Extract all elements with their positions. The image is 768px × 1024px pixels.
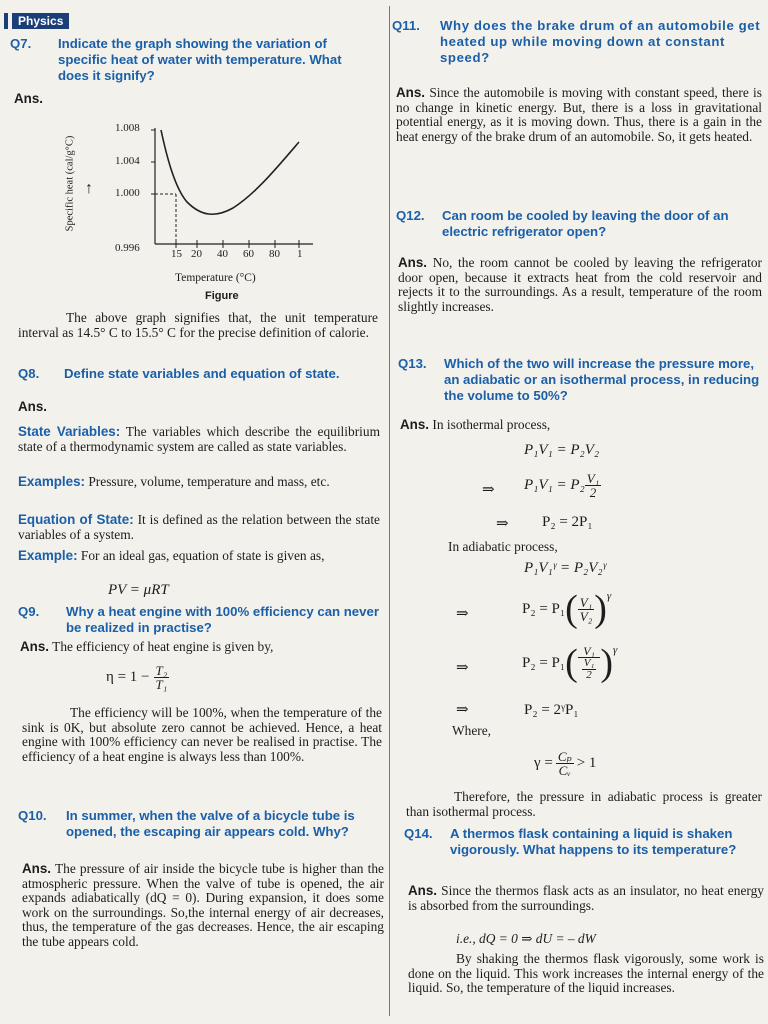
q14-ans-label: Ans. <box>408 883 438 898</box>
q7-number: Q7. <box>10 36 32 51</box>
y-axis-label: Specific heat (cal/g°C) <box>64 135 76 232</box>
q13-conclusion: Therefore, the pressure in adiabatic process is greater than isothermal process. <box>406 789 762 819</box>
q10-text: In summer, when the valve of a bicycle tube is opened, the escaping air appears cold. Why? <box>66 808 355 839</box>
cp: Cₚ <box>557 749 572 764</box>
right-paren: ) <box>594 588 607 630</box>
t2: T₂ <box>155 663 168 678</box>
gamma-definition <box>534 750 596 777</box>
q11-text: Why does the brake drum of an automobile get heated up while moving down at constant speed? <box>440 18 761 65</box>
q9-number: Q9. <box>18 604 40 619</box>
q14-answer-block <box>408 884 764 913</box>
q8-text: Define state variables and equation of state. <box>64 366 340 381</box>
gamma-exponent: γ <box>606 590 612 602</box>
eq6-top: V₁ <box>578 645 601 658</box>
q12-number: Q12. <box>396 208 425 223</box>
t1: T₁ <box>155 677 168 692</box>
chapter-tag <box>4 13 69 29</box>
column-divider <box>389 6 390 1016</box>
eq6-lhs: P₂ = P₁ <box>522 654 566 671</box>
implies-arrow: ⇒ <box>496 516 509 532</box>
q8-state-variables <box>18 425 380 454</box>
eq2-top: V₁ <box>586 471 600 486</box>
gamma-lhs: γ = <box>534 755 553 771</box>
implies-arrow: ⇒ <box>456 606 469 622</box>
q9-question <box>18 604 380 638</box>
eq6-inner-bot: 2 <box>586 669 592 681</box>
eq5-bot: V₂ <box>579 608 593 624</box>
q9-answer: The efficiency will be 100%, when the temperature of the sink is 0K, but absolute zero cannot be achieved. Hence, a heat engine with 100% efficiency can never be realised in practise. The efficiency of a heat engine is always less than 100%. <box>22 705 382 764</box>
implies-arrow: ⇒ <box>456 660 469 676</box>
right-paren: ) <box>600 642 613 684</box>
x-tick-label: 80 <box>269 248 280 260</box>
examples-term: Examples: <box>18 474 85 489</box>
y-tick-label: 1.008 <box>115 122 140 134</box>
q12-ans-label: Ans. <box>398 255 428 270</box>
chapter-tag-label: Physics <box>12 13 69 29</box>
q12-question <box>396 208 764 242</box>
q12-text: Can room be cooled by leaving the door of an electric refrigerator open? <box>442 208 729 239</box>
q10-ans-label: Ans. <box>22 861 52 876</box>
where-label: Where, <box>452 723 492 738</box>
q9-text: Why a heat engine with 100% efficiency can never be realized in practise? <box>66 604 379 635</box>
eq2-lhs: P₁V₁ = P₂ <box>524 477 585 493</box>
q11-answer: Since the automobile is moving with constant speed, there is no change in kinetic energy. But, there is a loss in gravitational potential energy, as it is moving down. Thus, there is a gain in the heat energy of the brake drum of an automobile. So, it gets heated. <box>396 85 762 144</box>
q9-intro: The efficiency of heat engine is given by, <box>52 639 274 654</box>
x-tick-label: 40 <box>217 248 228 260</box>
q8-ans-label: Ans. <box>18 399 48 414</box>
q14-number: Q14. <box>404 826 433 841</box>
q13-ans-label: Ans. <box>400 417 430 432</box>
eq-adiabatic-ratio <box>522 590 611 628</box>
q10-question <box>18 808 382 858</box>
y-tick-label: 0.996 <box>115 242 140 254</box>
eq6-inner-fraction <box>580 658 599 681</box>
left-paren: ( <box>565 642 578 684</box>
cp-cv-fraction <box>556 750 574 777</box>
q11-number: Q11. <box>392 18 420 33</box>
q8-question <box>18 366 380 400</box>
q14-text: A thermos flask containing a liquid is shaken vigorously. What happens to its temperature? <box>450 826 737 857</box>
q13-text: Which of the two will increase the pressure more, an adiabatic or an isothermal process, in reducing the volume to 50%? <box>444 356 760 403</box>
figure-caption: Figure <box>205 290 239 302</box>
q14-ie-equation: i.e., dQ = 0 ⇒ dU = – dW <box>456 931 596 946</box>
q10-number: Q10. <box>18 808 47 823</box>
left-paren: ( <box>565 588 578 630</box>
equation-of-state-text: It is defined as the relation between the state variables of a system. <box>18 512 380 542</box>
q8-example <box>18 549 380 564</box>
gamma-rhs: > 1 <box>576 755 597 771</box>
x-tick-label: 1 <box>297 248 303 260</box>
eq-isothermal: P₁V₁ = P₂V₂ <box>524 442 600 458</box>
efficiency-formula <box>106 664 169 691</box>
q13-intro-line <box>400 418 760 433</box>
q7-ans-label: Ans. <box>14 91 44 106</box>
eq-adiabatic-half <box>522 644 617 682</box>
y-tick-label: 1.004 <box>115 155 140 167</box>
cv: Cᵥ <box>558 763 571 778</box>
eq2-fraction <box>585 472 601 499</box>
eq-half-volume <box>524 472 601 499</box>
eq6-bottom <box>578 658 601 681</box>
adiabatic-intro: In adiabatic process, <box>448 539 558 554</box>
implies-arrow: ⇒ <box>456 702 469 718</box>
q12-answer-block <box>398 256 762 314</box>
q8-number: Q8. <box>18 366 40 381</box>
q9-ans-label: Ans. <box>20 639 50 654</box>
q13-iso-intro: In isothermal process, <box>432 417 551 432</box>
eq-adiabatic-result: P₂ = 2ᵞP₁ <box>524 702 579 718</box>
eq6-inner-top: V₁ <box>583 657 595 669</box>
q13-question <box>398 356 764 408</box>
q11-question <box>392 18 764 70</box>
implies-arrow: ⇒ <box>482 482 495 498</box>
eq5-lhs: P₂ = P₁ <box>522 600 566 617</box>
example-term: Example: <box>18 548 78 563</box>
q14-answer1: Since the thermos flask acts as an insulator, no heat energy is absorbed from the surroundings. <box>408 883 764 913</box>
q10-answer-block <box>22 862 384 949</box>
x-tick-label: 15 <box>171 248 182 260</box>
temp-ratio <box>154 664 170 691</box>
y-axis-label-wrap <box>61 132 77 242</box>
gamma-exponent: γ <box>612 644 618 656</box>
state-variables-term: State Variables: <box>18 424 121 439</box>
examples-text: Pressure, volume, temperature and mass, etc. <box>88 474 330 489</box>
up-arrow-icon: ↑ <box>85 180 93 197</box>
tag-bar <box>4 13 8 29</box>
example-text: For an ideal gas, equation of state is given as, <box>80 548 325 563</box>
q12-answer: No, the room cannot be cooled by leaving the refrigerator door open, because it extracts heat from the cold reservoir and rejects it to the surroundings. As a result, temperature of the room slightly increases. <box>398 255 762 314</box>
eq2-bot: 2 <box>589 485 597 500</box>
eta-lhs: η = 1 − <box>106 669 150 685</box>
ideal-gas-equation: PV = μRT <box>108 582 169 598</box>
x-tick-label: 60 <box>243 248 254 260</box>
state-variables-text: The variables which describe the equilibrium state of a thermodynamic system are called as state variables. <box>18 424 380 454</box>
eq-adiabatic: P₁V₁ᵞ = P₂V₂ᵞ <box>524 560 607 576</box>
specific-heat-curve <box>161 130 299 214</box>
eq5-top: V₁ <box>579 594 593 610</box>
x-tick-label: 20 <box>191 248 202 260</box>
q11-ans-label: Ans. <box>396 85 426 100</box>
specific-heat-chart <box>64 118 335 308</box>
equation-of-state-term: Equation of State: <box>18 512 134 527</box>
eq6-fraction <box>578 645 601 681</box>
q13-number: Q13. <box>398 356 427 371</box>
q9-intro-line <box>20 640 380 655</box>
q11-answer-block <box>396 86 762 144</box>
q7-text: Indicate the graph showing the variation of specific heat of water with temperature. What does it signify? <box>58 36 342 83</box>
eq-isothermal-result: P₂ = 2P₁ <box>542 514 593 530</box>
eq5-fraction <box>578 596 594 623</box>
x-axis-label: Temperature (°C) <box>175 272 256 284</box>
y-tick-label: 1.000 <box>115 187 140 199</box>
q14-answer2: By shaking the thermos flask vigorously, some work is done on the liquid. This work increases the internal energy of the liquid. So, the temperature of the liquid increases. <box>408 951 764 995</box>
q7-question <box>10 36 380 88</box>
q10-answer: The pressure of air inside the bicycle tube is higher than the atmospheric pressure. When the valve of tube is opened, the air expands adiabatically (dQ = 0). During expansion, it does some work on the surroundings. So,the internal energy of air decreases, thus, the temperature of the gas decreases. Hence, the air escaping the tube appears cold. <box>22 861 385 949</box>
q14-question <box>404 826 764 878</box>
q8-equation-of-state <box>18 513 380 542</box>
q8-examples <box>18 475 380 490</box>
q7-answer: The above graph signifies that, the unit temperature interval as 14.5° C to 15.5° C for the precise definition of calorie. <box>18 310 378 340</box>
